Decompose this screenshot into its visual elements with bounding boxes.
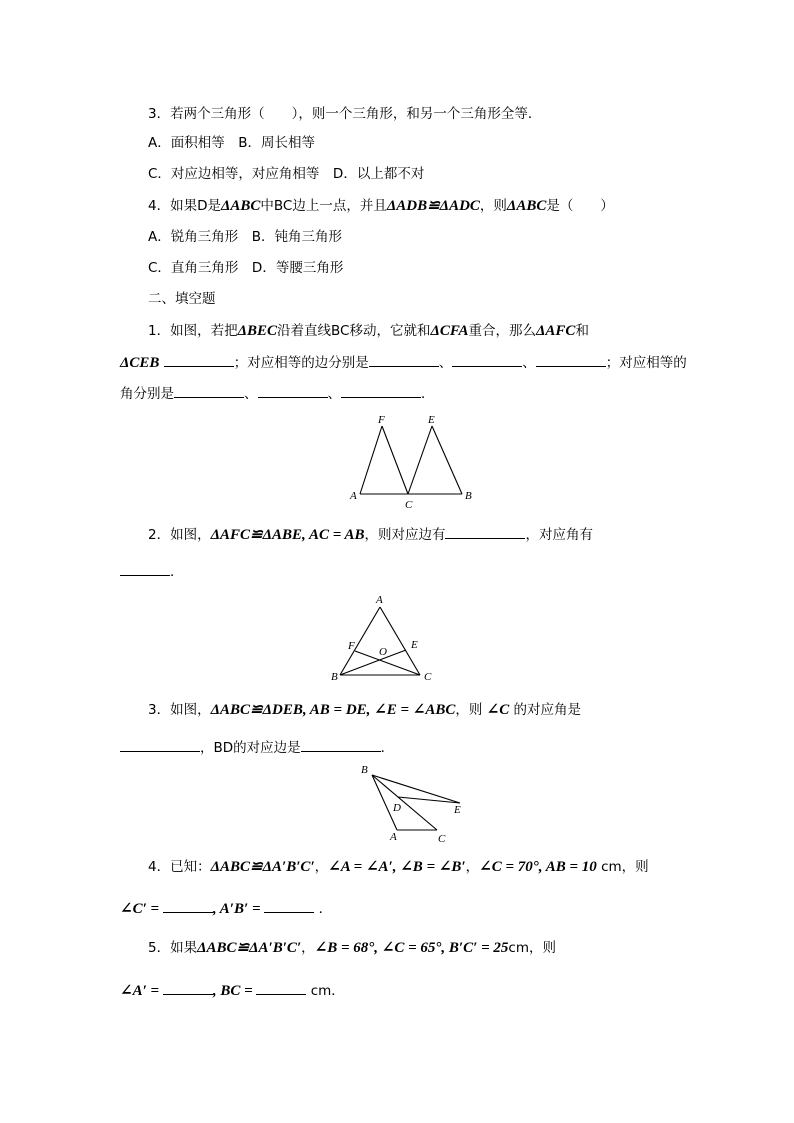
math-expression: ∠C′ = (120, 901, 163, 917)
math-expression: ∠C (486, 702, 510, 718)
fig1-label-E: E (428, 414, 435, 426)
text-segment: ，则对应边有 (364, 527, 446, 543)
math-expression: ΔABC (506, 198, 547, 214)
text-segment: 5．如果 (148, 940, 198, 956)
text-segment: 角分别是 (120, 386, 174, 402)
fig3-label-E: E (454, 804, 461, 816)
text-segment: 、 (522, 355, 536, 371)
text-segment: 4．已知： (148, 859, 211, 875)
math-expression: ΔAFC≌ΔABE, AC = AB (210, 527, 365, 543)
text-segment: 4．如果D是 (148, 198, 221, 214)
text-segment: A．面积相等 B．周长相等 (148, 135, 315, 151)
text-segment: C．直角三角形 D．等腰三角形 (148, 260, 344, 276)
figure-3-triangles (361, 764, 461, 845)
fig2-label-E: E (411, 639, 418, 651)
text-segment: ，对应角有 (525, 527, 593, 543)
text-segment: 、 (244, 386, 258, 402)
text-segment: ． (421, 386, 435, 402)
text-segment: 重合，那么 (468, 323, 537, 339)
fig3-label-B: B (361, 764, 368, 776)
fig2-label-O: O (379, 646, 387, 658)
fig2-label-B: B (331, 671, 338, 683)
text-segment: ；对应相等的边分别是 (233, 355, 369, 371)
math-expression: , A′B′ = (212, 901, 265, 917)
text-segment: 1．如图，若把 (148, 323, 238, 339)
text-segment: 是（ ） (546, 198, 614, 214)
text-segment: 和 (575, 323, 589, 339)
math-expression: ΔABC (220, 198, 261, 214)
text-segment: ． (170, 564, 184, 580)
text-segment: ， (465, 859, 480, 875)
fig3-label-A: A (390, 831, 397, 843)
text-segment: cm． (306, 983, 345, 999)
text-segment: 、 (438, 355, 453, 371)
math-expression: , BC = (212, 983, 257, 999)
text-segment: ；对应相等的 (605, 355, 687, 371)
math-expression: ∠C = 70°, AB = 10 (479, 859, 597, 875)
text-segment: 的对应角是 (509, 702, 582, 718)
math-expression: ΔAFC (536, 323, 576, 339)
math-expression: ΔABC≌ΔA′B′C′ (197, 940, 302, 956)
text-segment: ，则 (455, 702, 487, 718)
text-segment: ， (301, 940, 315, 956)
fig2-label-A: A (376, 594, 383, 606)
math-expression: ∠B = 68°, ∠C = 65°, B′C′ = 25 (314, 940, 509, 956)
math-expression: ΔABC≌ΔDEB, AB = DE, ∠E = ∠ABC (210, 702, 456, 718)
math-expression: ΔBEC (237, 323, 278, 339)
fig1-label-F: F (378, 414, 385, 426)
math-expression: ΔADB≌ΔADC (386, 198, 480, 214)
text-segment: 2．如图， (148, 527, 211, 543)
text-segment: A．锐角三角形 B．钝角三角形 (148, 229, 342, 245)
text-segment: C．对应边相等，对应角相等 D．以上都不对 (148, 166, 425, 182)
text-segment: ，则 (479, 198, 507, 214)
math-expression: ∠A′ = (120, 983, 163, 999)
text-segment: 二、填空题 (148, 291, 216, 307)
text-segment: 沿着直线BC移动，它就和 (277, 323, 431, 339)
math-expression: ∠A = ∠A′, ∠B = ∠B′ (328, 859, 466, 875)
text-segment: ． (380, 740, 395, 756)
text-segment: 3．若两个三角形（ ），则一个三角形，和另一个三角形全等． (148, 106, 542, 122)
text-segment: cm，则 (508, 940, 556, 956)
fig2-label-C: C (424, 671, 432, 683)
math-expression: ΔCEB (120, 355, 160, 371)
fig1-label-B: B (465, 490, 472, 502)
fig2-label-F: F (348, 640, 355, 652)
text-segment: ，BD的对应边是 (200, 740, 301, 756)
text-segment: ， (314, 859, 329, 875)
fig1-label-C: C (405, 499, 413, 511)
text-segment: cm，则 (596, 859, 649, 875)
text-segment: ． (314, 901, 333, 917)
text-segment: 、 (327, 386, 341, 402)
fig3-label-D: D (393, 802, 401, 814)
text-segment: 3．如图， (148, 702, 211, 718)
fig1-label-A: A (350, 490, 357, 502)
fig3-label-C: C (438, 833, 446, 845)
math-expression: ΔABC≌ΔA′B′C′ (210, 859, 315, 875)
text-segment: 中BC边上一点，并且 (260, 198, 387, 214)
math-expression: ΔCFA (430, 323, 469, 339)
figure-2-isosceles-triangle (331, 594, 432, 683)
